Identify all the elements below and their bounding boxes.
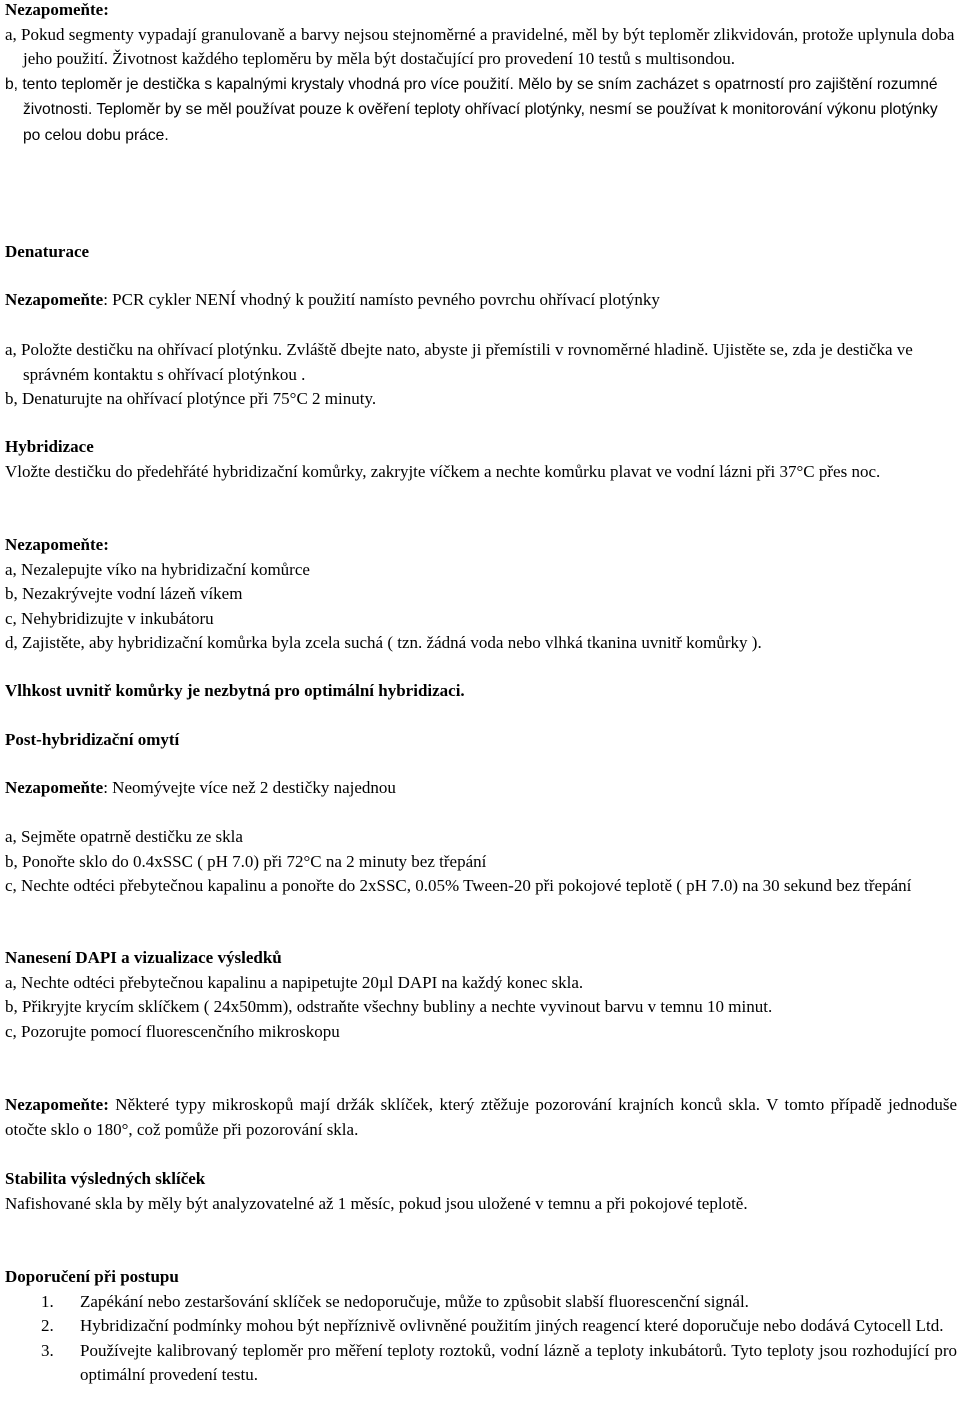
denaturace-heading: Denaturace bbox=[5, 242, 90, 261]
dapi-item: a, Nechte odtéci přebytečnou kapalinu a napipetujte 20µl DAPI na každý konec skla. bbox=[5, 972, 584, 992]
recommendations-list bbox=[5, 1290, 957, 1388]
denaturace-item-b: b, Denaturujte na ohřívací plotýnce při 75°C 2 minuty. bbox=[5, 389, 377, 408]
stabilita-text: Nafishované skla by měly být analyzovatelné až 1 měsíc, pokud jsou uložené v temnu a při pokojové teplotě. bbox=[5, 1193, 748, 1213]
note-item-a: a, Pokud segmenty vypadají granulovaně a barvy nejsou stejnoměrné a pravidelné, měl by být teploměr zlikvidován, protože uplynula doba jeho použití. Životnost každého teploměru by měla být dostačující pro provedení 10 testů s multisondou. bbox=[5, 24, 955, 68]
note-item-b-serif: Teploměr by se měl používat pouze k ověření teploty ohřívací plotýnky, nesmí se používat k monitorování výkonu plotýnky po celou dobu práce. bbox=[23, 101, 938, 144]
note-heading: Nezapomeňte: bbox=[5, 0, 109, 19]
list-item-number: 1. bbox=[41, 1291, 54, 1311]
dapi-heading: Nanesení DAPI a vizualizace výsledků bbox=[5, 948, 282, 967]
post-item: a, Sejměte opatrně destičku ze skla bbox=[5, 827, 243, 846]
post-section bbox=[5, 728, 957, 753]
denaturace-note-label: Nezapomeňte bbox=[5, 290, 104, 309]
stabilita-heading: Stabilita výsledných sklíček bbox=[5, 1169, 206, 1188]
post-note-label: Nezapomeňte bbox=[5, 778, 104, 797]
dapi-item: c, Pozorujte pomocí fluorescenčního mikroskopu bbox=[5, 1021, 340, 1041]
list-item-number: 3. bbox=[41, 1340, 54, 1360]
dapi-section bbox=[5, 946, 957, 1044]
hybridizace-text: Vložte destičku do předehřáté hybridizační komůrky, zakryjte víčkem a nechte komůrku plavat ve vodní lázni při 37°C přes noc. bbox=[5, 461, 881, 481]
denaturace-steps bbox=[5, 338, 957, 412]
note2-item: d, Zajistěte, aby hybridizační komůrka byla zcela suchá ( tzn. žádná voda nebo vlhká tkanina uvnitř komůrky ). bbox=[5, 633, 762, 652]
denaturace-note-text: : PCR cykler NENÍ vhodný k použití namísto pevného povrchu ohřívací plotýnky bbox=[103, 290, 660, 309]
post-steps bbox=[5, 825, 957, 899]
list-item-number: 2. bbox=[41, 1316, 54, 1335]
list-item bbox=[5, 1339, 957, 1388]
hybridizace-section bbox=[5, 435, 957, 484]
post-heading: Post-hybridizační omytí bbox=[5, 730, 180, 749]
note3-text: Některé typy mikroskopů mají držák sklíček, který ztěžuje pozorování krajních konců skla. V tomto případě jednoduše otočte sklo o 180°, což pomůže při pozorování skla. bbox=[5, 1095, 957, 1139]
doporuceni-heading: Doporučení při postupu bbox=[5, 1267, 179, 1286]
note-section-2 bbox=[5, 533, 957, 656]
list-item bbox=[5, 1314, 957, 1339]
note2-item: c, Nehybridizujte v inkubátoru bbox=[5, 608, 214, 628]
post-note-text: : Neomývejte více než 2 destičky najednou bbox=[103, 778, 396, 797]
post-item: b, Ponořte sklo do 0.4xSSC ( pH 7.0) při 72°C na 2 minuty bez třepání bbox=[5, 851, 487, 871]
stabilita-section bbox=[5, 1167, 957, 1216]
note2-item: a, Nezalepujte víko na hybridizační komůrce bbox=[5, 559, 310, 579]
denaturace-note bbox=[5, 288, 957, 313]
list-item-text: Používejte kalibrovaný teploměr pro měření teploty roztoků, vodní lázně a teploty inkubátorů. Tyto teploty jsou rozhodující pro optimální provedení testu. bbox=[80, 1340, 957, 1384]
note2-heading: Nezapomeňte: bbox=[5, 535, 109, 554]
list-item-text: Zapékání nebo zestaršování sklíček se nedoporučuje, může to způsobit slabší fluorescenční signál. bbox=[80, 1291, 749, 1311]
list-item bbox=[5, 1290, 957, 1315]
note-item-b-sans: b, tento teploměr je destička s kapalnými krystaly vhodná pro více použití. Mělo by se sním zacházet s opatrností pro zajištění rozumné životnosti. bbox=[5, 75, 938, 118]
denaturace-section bbox=[5, 240, 957, 265]
note-section-3 bbox=[5, 1093, 957, 1142]
doporuceni-section bbox=[5, 1265, 957, 1388]
post-note bbox=[5, 776, 957, 801]
humidity-emphasis bbox=[5, 679, 957, 704]
note3-label: Nezapomeňte: bbox=[5, 1095, 109, 1114]
list-item-text: Hybridizační podmínky mohou být nepříznivě ovlivněné použitím jiných reagencí které doporučuje nebo dodává Cytocell Ltd. bbox=[80, 1316, 944, 1335]
post-item: c, Nechte odtéci přebytečnou kapalinu a ponořte do 2xSSC, 0.05% Tween-20 při pokojové teplotě ( pH 7.0) na 30 sekund bez třepání bbox=[5, 876, 912, 895]
dapi-item: b, Přikryjte krycím sklíčkem ( 24x50mm), odstraňte všechny bubliny a nechte vyvinout barvu v temnu 10 minut. bbox=[5, 997, 773, 1016]
note2-item: b, Nezakrývejte vodní lázeň víkem bbox=[5, 584, 243, 603]
note-section-1 bbox=[5, 0, 957, 148]
denaturace-item-a: a, Položte destičku na ohřívací plotýnku. Zvláště dbejte nato, abyste ji přemístili v rovnoměrné hladině. Ujistěte se, zda je destička ve správném kontaktu s ohřívací plotýnkou . bbox=[5, 340, 913, 384]
hybridizace-heading: Hybridizace bbox=[5, 437, 94, 456]
humidity-emphasis-text: Vlhkost uvnitř komůrky je nezbytná pro optimální hybridizaci. bbox=[5, 681, 465, 700]
